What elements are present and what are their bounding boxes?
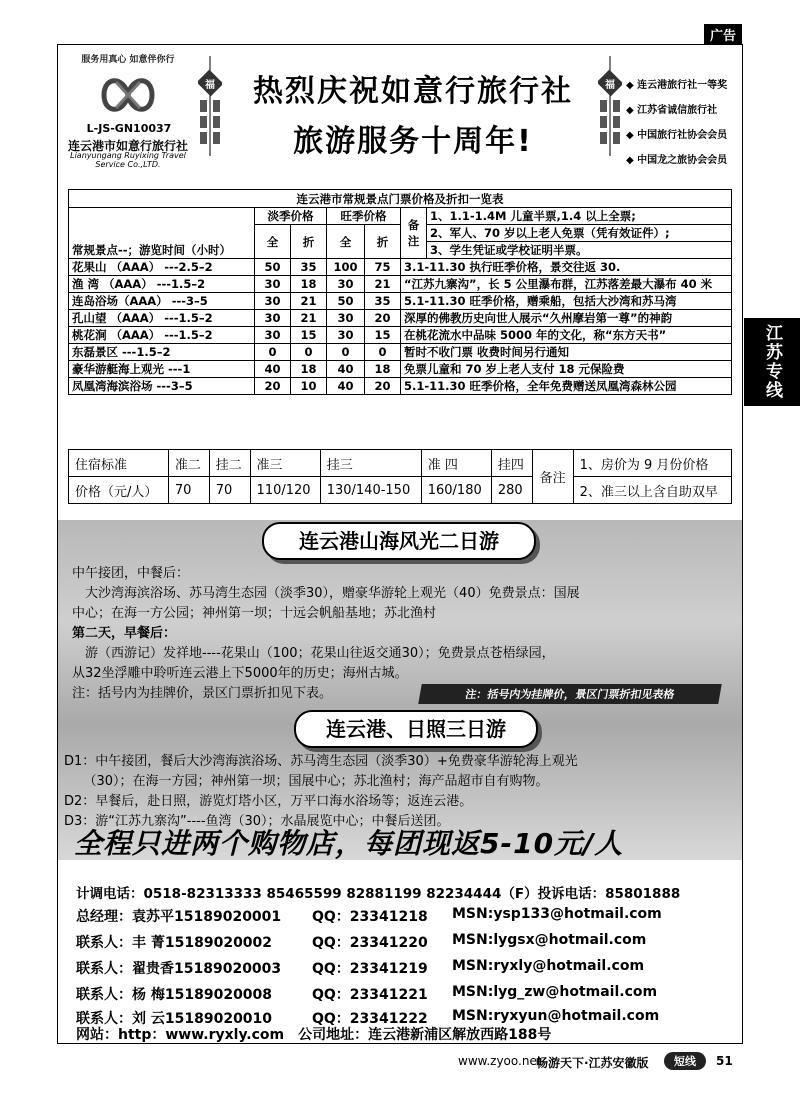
header-low-season: 淡季价格	[255, 208, 327, 225]
note-line: 1、1.1-1.4M 儿童半票,1.4 以上全票;	[427, 208, 732, 225]
table-row: 东磊景区 ---1.5–2 0 0 0 0 暂时不收门票 收费时间另行通知	[69, 344, 732, 361]
label-standard: 住宿标准	[69, 450, 169, 477]
footer-url[interactable]: www.zyoo.net	[458, 1054, 542, 1068]
fu-character: 福	[205, 80, 215, 91]
fu-character: 福	[605, 80, 615, 91]
award-item: ◆ 中国旅行社协会会员	[626, 130, 728, 141]
tour2-title: 连云港、日照三日游	[294, 710, 538, 748]
award-item: ◆ 中国龙之旅协会会员	[626, 155, 728, 166]
footer-title: 畅游天下·江苏安徽版	[536, 1056, 649, 1070]
website-address-line[interactable]: 网站：http：www.ryxly.com 公司地址：连云港新浦区解放西路188号	[76, 1027, 552, 1043]
label-price: 价格（元/人）	[69, 477, 169, 504]
note-line: 2、军人、70 岁以上老人免票（凭有效证件）;	[427, 225, 732, 242]
tour1-note-bar: 注：括号内为挂牌价，景区门票折扣见表格	[418, 684, 722, 704]
table-row: 花果山 （AAA） ---2.5–2 50 35 100 75 3.1-11.30 执行旺季价格，景交往返 30.	[69, 259, 732, 276]
table-row: 桃花涧 （AAA） ---1.5–2 30 15 30 15 在桃花流水中品味 5000 年的文化，称“东方天书”	[69, 327, 732, 344]
contact-row: 联系人：翟贵香15189020003 QQ：23341219 MSN:ryxly@hotmail.com	[76, 958, 645, 977]
headline-line-2: 旅游服务十周年!	[293, 124, 533, 159]
header-high-season: 旺季价格	[327, 208, 401, 225]
contact-row: 总经理：袁苏平15189020001 QQ：23341218 MSN:ysp133@hotmail.com	[76, 906, 662, 925]
table-row: 渔 湾 （AAA） ---1.5–2 30 18 30 21 “江苏九寨沟”，长 5 公里瀑布群，江苏落差最大瀑布 40 米	[69, 276, 732, 293]
award-item: ◆ 江苏省诚信旅行社	[626, 105, 718, 116]
firecracker-icon	[198, 56, 222, 156]
ticket-price-table	[68, 189, 732, 395]
company-name-en: Lianyungang Ruyixing Travel Service Co.,LTD.	[70, 151, 186, 169]
note-line: 3、学生凭证或学校证明半票。	[427, 242, 732, 259]
header-discount: 折	[291, 225, 327, 259]
firecracker-icon	[598, 56, 622, 156]
header-note: 备注	[401, 208, 427, 259]
shopping-slogan: 全程只进两个购物店，每团现返5-10元/人	[74, 827, 624, 860]
footer-badge: 短线	[664, 1052, 706, 1070]
company-name: 连云港市如意行旅行社	[67, 139, 188, 153]
table-row: 凤凰湾海滨浴场 ---3–5 20 10 40 20 5.1-11.30 旺季价格，全年免费赠送凤凰湾森林公园	[69, 378, 732, 395]
page-number: 51	[716, 1054, 733, 1068]
table-caption: 连云港市常规景点门票价格及折扣一览表	[69, 190, 732, 208]
phone-line: 计调电话：0518-82313333 85465599 82881199 82234444（F）投诉电话：85801888	[76, 886, 681, 902]
hotel-note-label: 备注	[532, 450, 573, 504]
awards-list	[626, 76, 742, 176]
award-item: ◆ 连云港旅行社一等奖	[626, 80, 728, 91]
table-row: 豪华游艇海上观光 ---1 40 18 40 18 免票儿童和 70 岁上老人支付 18 元保险费	[69, 361, 732, 378]
ad-tag: 广告	[704, 24, 742, 44]
tour1-title: 连云港山海风光二日游	[262, 522, 536, 560]
logo-motto: 服务用真心 如意伴你行	[81, 55, 175, 65]
contact-block	[58, 878, 742, 1043]
table-row: 连岛浴场（AAA） ---3–5 30 21 50 35 5.1-11.30 旺季价格，赠乘船，包括大沙湾和苏马湾	[69, 293, 732, 310]
contact-row: 联系人：丰 菁15189020002 QQ：23341220 MSN:lygsx@hotmail.com	[76, 932, 647, 951]
contact-row: 联系人：刘 云15189020010 QQ：23341222 MSN:ryxyun@hotmail.com	[76, 1008, 660, 1027]
header-full: 全	[255, 225, 291, 259]
tour1-itinerary: 中午接团，中餐后： 大沙湾海滨浴场、苏马湾生态园（淡季30），赠豪华游轮上观光（40）免费景点：国展 中心；在海一方公园；神州第一坝；十远会帆船基地；苏北渔村 第二天，早餐后： 游（西游记）发祥地----花果山（100；花果山往返交通30）；免费景点苍梧绿园， 从32坐浮雕中聆听连云港上下5000年的历史；海州古城。 注：括号内为挂牌价，景区门票折扣见下表。	[72, 566, 580, 701]
hotel-note: 2、准三以上含自助双早	[573, 477, 731, 504]
hotel-note: 1、房价为 9 月份价格	[573, 450, 731, 477]
table-row: 孔山望 （AAA） ---1.5–2 30 21 30 20 深厚的佛教历史向世人展示“久州摩岩第一尊”的神韵	[69, 310, 732, 327]
headline-line-1: 热烈庆祝如意行旅行社	[253, 74, 573, 109]
header-discount: 折	[365, 225, 401, 259]
header-full: 全	[327, 225, 365, 259]
side-section-tab: 江苏专线	[744, 318, 800, 406]
header-spot: 常规景点--；游览时间（小时）	[69, 208, 255, 259]
tour2-itinerary: D1：中午接团，餐后大沙湾海滨浴场、苏马湾生态园（淡季30）+免费豪华游轮海上观光 （30）；在海一方园；神州第一坝；国展中心；苏北渔村；海产品超市自有购物。 D2：早餐后，赴日照，游览灯塔小区，万平口海水浴场等；返连云港。 D3：游“江苏九寨沟”----鱼湾（30）；水晶展览中心；中餐后送团。	[64, 754, 578, 829]
contact-row: 联系人：杨 梅15189020008 QQ：23341221 MSN:lyg_zw@hotmail.com	[76, 984, 658, 1003]
logo-knot-icon	[96, 68, 160, 122]
license-code: L-JS-GN10037	[86, 122, 172, 135]
hotel-price-table: 住宿标准 准二 挂二 准三 挂三 准 四 挂四 备注 1、房价为 9 月份价格 价格（元/人） 70 70 110/120 130/140-150 160/180 280 2、准三以上含自助双早	[68, 449, 732, 504]
